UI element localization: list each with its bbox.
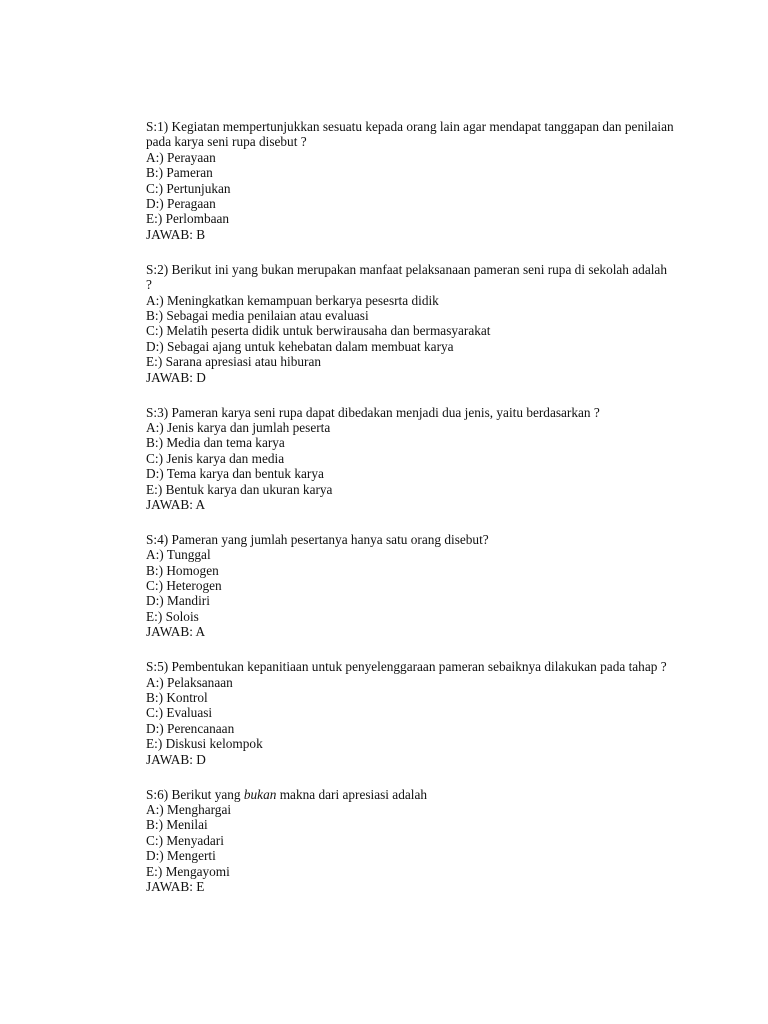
option-d: D:) Mengerti bbox=[146, 848, 216, 864]
stem-emphasis: bukan bbox=[243, 786, 277, 802]
option-a: A:) Meningkatkan kemampuan berkarya pesesrta didik bbox=[146, 292, 439, 308]
option-a: A:) Pelaksanaan bbox=[146, 674, 233, 690]
option-b: B:) Menilai bbox=[146, 817, 208, 833]
question-1 bbox=[146, 119, 676, 242]
answer-key: JAWAB: B bbox=[146, 226, 206, 242]
answer-key: JAWAB: A bbox=[146, 496, 206, 512]
stem-text: makna dari apresiasi adalah bbox=[276, 786, 428, 802]
option-e: E:) Mengayomi bbox=[146, 863, 230, 879]
option-e: E:) Diskusi kelompok bbox=[146, 736, 263, 752]
option-a: A:) Jenis karya dan jumlah peserta bbox=[146, 419, 331, 435]
option-c: C:) Jenis karya dan media bbox=[146, 450, 285, 466]
question-4 bbox=[146, 532, 676, 640]
question-3 bbox=[146, 405, 676, 513]
option-b: B:) Media dan tema karya bbox=[146, 435, 285, 451]
stem-text: S:6) Berikut yang bbox=[146, 786, 244, 802]
question-stem: S:2) Berikut ini yang bukan merupakan manfaat pelaksanaan pameran seni rupa di sekolah adalah ? bbox=[146, 261, 667, 293]
question-2 bbox=[146, 262, 676, 385]
option-c: C:) Heterogen bbox=[146, 578, 222, 594]
option-c: C:) Evaluasi bbox=[146, 705, 213, 721]
option-c: C:) Pertunjukan bbox=[146, 180, 231, 196]
option-e: E:) Bentuk karya dan ukuran karya bbox=[146, 481, 333, 497]
option-a: A:) Tunggal bbox=[146, 547, 211, 563]
question-stem: S:1) Kegiatan mempertunjukkan sesuatu kepada orang lain agar mendapat tanggapan dan penilaian pada karya seni rupa disebut ? bbox=[146, 119, 674, 150]
option-d: D:) Perencanaan bbox=[146, 720, 235, 736]
question-6 bbox=[146, 787, 676, 895]
question-stem: S:4) Pameran yang jumlah pesertanya hanya satu orang disebut? bbox=[146, 531, 489, 547]
question-stem: S:5) Pembentukan kepanitiaan untuk penyelenggaraan pameran sebaiknya dilakukan pada tahap ? bbox=[146, 659, 667, 675]
option-c: C:) Menyadari bbox=[146, 832, 224, 848]
option-e: E:) Solois bbox=[146, 608, 199, 624]
question-stem bbox=[146, 787, 676, 802]
option-c: C:) Melatih peserta didik untuk berwirausaha dan bermasyarakat bbox=[146, 323, 491, 339]
answer-key: JAWAB: E bbox=[146, 878, 205, 894]
answer-key: JAWAB: D bbox=[146, 369, 206, 385]
option-e: E:) Sarana apresiasi atau hiburan bbox=[146, 354, 322, 370]
answer-key: JAWAB: D bbox=[146, 751, 206, 767]
option-d: D:) Tema karya dan bentuk karya bbox=[146, 466, 324, 482]
option-d: D:) Peragaan bbox=[146, 196, 216, 212]
option-b: B:) Kontrol bbox=[146, 690, 208, 705]
option-d: D:) Mandiri bbox=[146, 593, 210, 609]
option-b: B:) Pameran bbox=[146, 165, 213, 181]
option-d: D:) Sebagai ajang untuk kehebatan dalam membuat karya bbox=[146, 338, 454, 354]
answer-key: JAWAB: A bbox=[146, 624, 206, 640]
question-5 bbox=[146, 659, 676, 767]
option-e: E:) Perlombaan bbox=[146, 211, 230, 227]
question-list bbox=[146, 119, 676, 914]
question-stem: S:3) Pameran karya seni rupa dapat dibedakan menjadi dua jenis, yaitu berdasarkan ? bbox=[146, 404, 600, 420]
option-b: B:) Sebagai media penilaian atau evaluasi bbox=[146, 307, 369, 323]
option-a: A:) Perayaan bbox=[146, 149, 216, 165]
option-a: A:) Menghargai bbox=[146, 801, 232, 817]
option-b: B:) Homogen bbox=[146, 562, 219, 578]
